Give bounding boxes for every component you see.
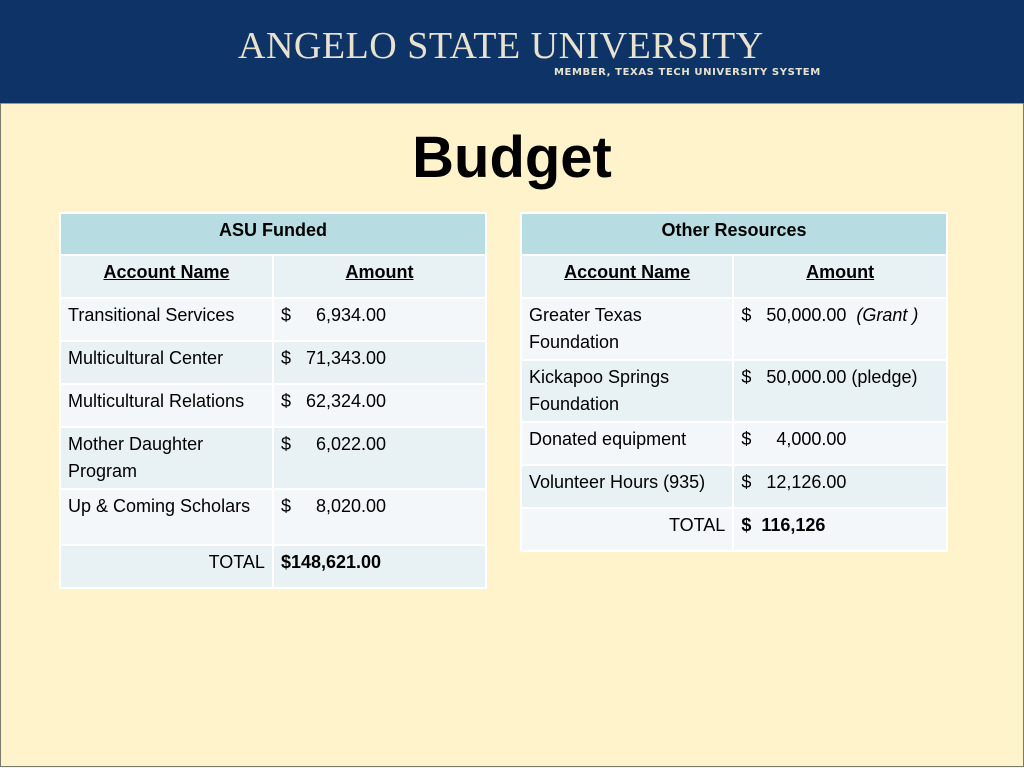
university-subtitle: MEMBER, TEXAS TECH UNIVERSITY SYSTEM (554, 67, 821, 78)
table-heading: Other Resources (521, 213, 947, 255)
table-heading-row (521, 213, 947, 255)
amount: $ 50,000.00 (741, 305, 857, 325)
account-name: Kickapoo Springs Foundation (521, 360, 733, 422)
table-row (60, 384, 486, 427)
total-row (521, 508, 947, 551)
column-header-row (521, 255, 947, 298)
total-row (60, 545, 486, 588)
account-name: Multicultural Relations (60, 384, 273, 427)
amount: $ 50,000.00 (pledge) (733, 360, 947, 422)
column-header-amount: Amount (733, 255, 947, 298)
amount: $ 6,022.00 (273, 427, 486, 489)
total-label: TOTAL (60, 545, 273, 588)
university-banner (0, 0, 1024, 104)
amount: $ 12,126.00 (733, 465, 947, 508)
amount: $ 62,324.00 (273, 384, 486, 427)
total-value: $148,621.00 (273, 545, 486, 588)
university-name: ANGELO STATE UNIVERSITY (238, 25, 764, 67)
account-name: Volunteer Hours (935) (521, 465, 733, 508)
amount: $ 71,343.00 (273, 341, 486, 384)
total-label: TOTAL (521, 508, 733, 551)
column-header-account: Account Name (521, 255, 733, 298)
column-header-account: Account Name (60, 255, 273, 298)
table-row (60, 298, 486, 341)
account-name: Up & Coming Scholars (60, 489, 273, 545)
amount: $ 4,000.00 (733, 422, 947, 465)
table-heading-row (60, 213, 486, 255)
table-row (521, 298, 947, 360)
total-value: $ 116,126 (733, 508, 947, 551)
table-heading: ASU Funded (60, 213, 486, 255)
account-name: Multicultural Center (60, 341, 273, 384)
account-name: Mother Daughter Program (60, 427, 273, 489)
table-row (521, 360, 947, 422)
account-name: Greater Texas Foundation (521, 298, 733, 360)
amount-cell (733, 298, 947, 360)
table-row (60, 489, 486, 545)
other-resources-table (520, 212, 948, 552)
table-row (521, 465, 947, 508)
amount-note: (Grant ) (856, 305, 919, 325)
account-name: Transitional Services (60, 298, 273, 341)
column-header-row (60, 255, 486, 298)
page-title: Budget (412, 125, 612, 190)
asu-funded-table (59, 212, 487, 589)
amount: $ 6,934.00 (273, 298, 486, 341)
account-name: Donated equipment (521, 422, 733, 465)
table-row (60, 427, 486, 489)
amount: $ 8,020.00 (273, 489, 486, 545)
table-row (60, 341, 486, 384)
column-header-amount: Amount (273, 255, 486, 298)
table-row (521, 422, 947, 465)
